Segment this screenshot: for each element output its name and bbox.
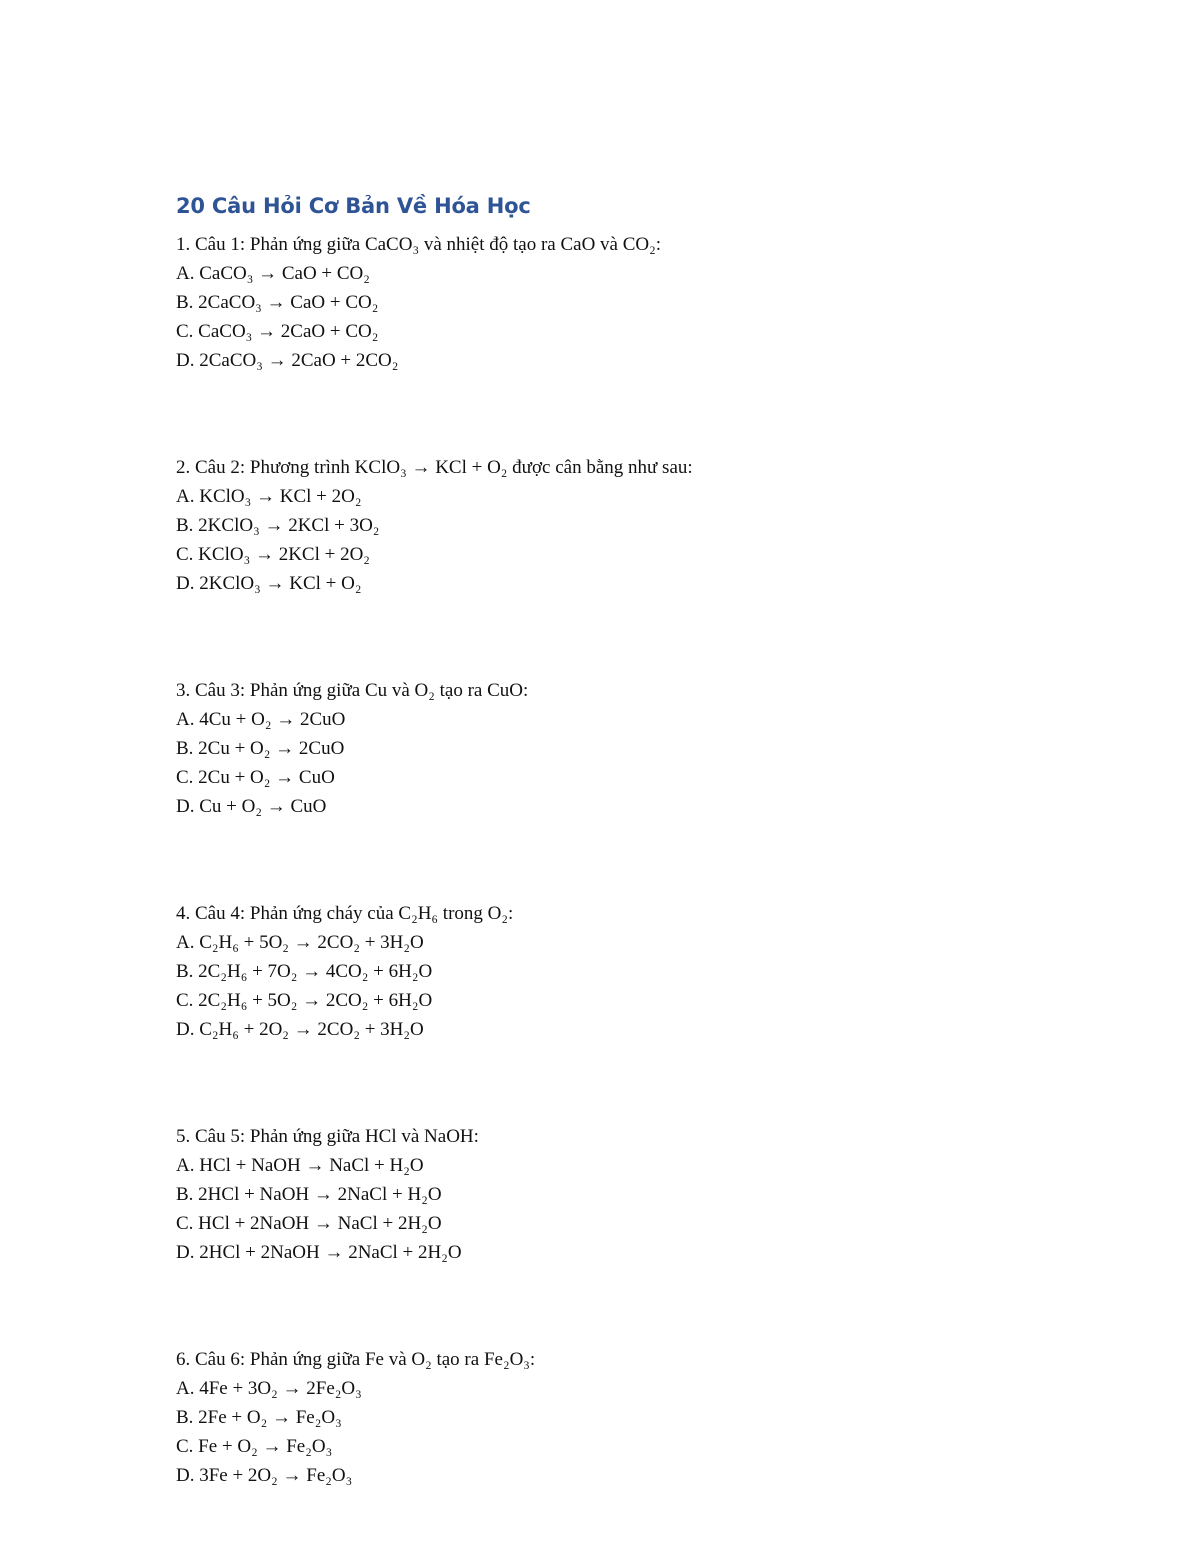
answer-option: D. C₂H₆ + 2O₂ → 2CO₂ + 3H₂O [176,1019,424,1040]
answer-option: B. 2Fe + O₂ → Fe₂O₃ [176,1407,342,1428]
answer-option: D. 2HCl + 2NaOH → 2NaCl + 2H₂O [176,1242,462,1263]
question-stem: 1. Câu 1: Phản ứng giữa CaCO₃ và nhiệt độ tạo ra CaO và CO₂: [176,234,662,255]
question-block [176,1345,1076,1490]
answer-option: D. 2CaCO₃ → 2CaO + 2CO₂ [176,350,399,371]
document-content [176,190,1076,1568]
answer-option: D. 3Fe + 2O₂ → Fe₂O₃ [176,1465,353,1486]
question-block [176,899,1076,1044]
answer-option: A. C₂H₆ + 5O₂ → 2CO₂ + 3H₂O [176,932,424,953]
answer-option: B. 2Cu + O₂ → 2CuO [176,738,345,759]
answer-option: C. HCl + 2NaOH → NaCl + 2H₂O [176,1213,442,1234]
answer-option: C. Fe + O₂ → Fe₂O₃ [176,1436,333,1457]
answer-option: A. CaCO₃ → CaO + CO₂ [176,263,370,284]
answer-option: B. 2CaCO₃ → CaO + CO₂ [176,292,379,313]
question-block [176,230,1076,375]
answer-option: C. 2C₂H₆ + 5O₂ → 2CO₂ + 6H₂O [176,990,433,1011]
question-stem: 2. Câu 2: Phương trình KClO₃ → KCl + O₂ được cân bằng như sau: [176,457,693,478]
question-block [176,676,1076,821]
question-list [176,230,1076,1490]
question-stem: 5. Câu 5: Phản ứng giữa HCl và NaOH: [176,1126,479,1147]
answer-option: B. 2C₂H₆ + 7O₂ → 4CO₂ + 6H₂O [176,961,433,982]
question-block [176,1122,1076,1267]
answer-option: C. CaCO₃ → 2CaO + CO₂ [176,321,379,342]
answer-option: A. 4Fe + 3O₂ → 2Fe₂O₃ [176,1378,362,1399]
answer-option: A. KClO₃ → KCl + 2O₂ [176,486,362,507]
answer-option: A. HCl + NaOH → NaCl + H₂O [176,1155,424,1176]
answer-option: B. 2KClO₃ → 2KCl + 3O₂ [176,515,380,536]
answer-option: D. Cu + O₂ → CuO [176,796,327,817]
answer-option: C. 2Cu + O₂ → CuO [176,767,335,788]
question-stem: 4. Câu 4: Phản ứng cháy của C₂H₆ trong O₂: [176,903,514,924]
question-block [176,453,1076,598]
answer-option: C. KClO₃ → 2KCl + 2O₂ [176,544,370,565]
document-title: 20 Câu Hỏi Cơ Bản Về Hóa Học [176,194,531,218]
answer-option: A. 4Cu + O₂ → 2CuO [176,709,346,730]
answer-option: B. 2HCl + NaOH → 2NaCl + H₂O [176,1184,442,1205]
question-stem: 6. Câu 6: Phản ứng giữa Fe và O₂ tạo ra Fe₂O₃: [176,1349,536,1370]
answer-option: D. 2KClO₃ → KCl + O₂ [176,573,362,594]
question-stem: 3. Câu 3: Phản ứng giữa Cu và O₂ tạo ra CuO: [176,680,529,701]
